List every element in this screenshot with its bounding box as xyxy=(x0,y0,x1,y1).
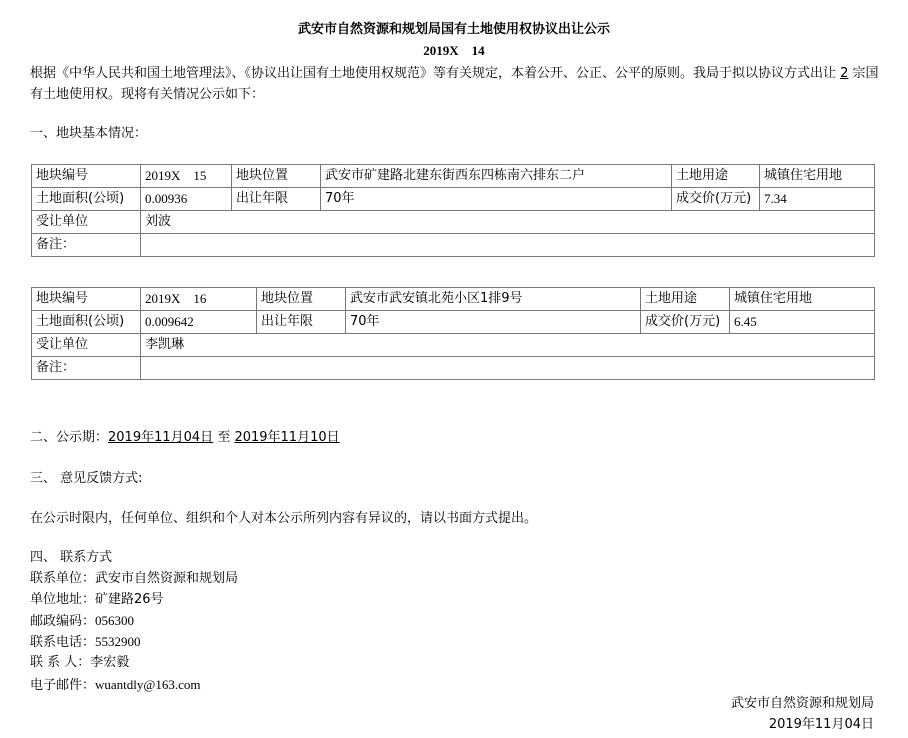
contact-phone-value: 5532900 xyxy=(95,634,141,649)
intro-paragraph xyxy=(30,63,880,105)
assignee-value: 李凯琳 xyxy=(141,334,875,357)
label-remarks: 备注： xyxy=(32,234,141,257)
contact-unit-value: 武安市自然资源和规划局 xyxy=(95,571,239,586)
location-value: 武安市武安镇北苑小区1排9号 xyxy=(346,288,641,311)
section-3-text: 在公示时限内，任何单位、组织和个人对本公示所列内容有异议的，请以书面方式提出。 xyxy=(30,511,538,526)
land-use-value: 城镇住宅用地 xyxy=(730,288,875,311)
period-start-date[interactable]: 2019年11月04日 xyxy=(108,430,214,445)
price-value: 6.45 xyxy=(730,311,875,334)
area-value: 0.009642 xyxy=(141,311,257,334)
label-term: 出让年限 xyxy=(257,311,346,334)
section-1-heading: 一、地块基本情况： xyxy=(30,126,148,141)
parcel-table-1 xyxy=(31,164,875,257)
label-term: 出让年限 xyxy=(232,188,321,211)
label-assignee: 受让单位 xyxy=(32,334,141,357)
contact-email xyxy=(30,675,201,696)
contact-postcode-label: 邮政编码： xyxy=(30,614,96,629)
section-2-label: 二、公示期： xyxy=(30,430,109,445)
intro-text-2: 宗国有土地使用权。现将有关情况公示如下： xyxy=(30,66,879,102)
remarks-value xyxy=(141,357,875,380)
label-location: 地块位置 xyxy=(257,288,346,311)
contact-address xyxy=(30,590,164,610)
label-parcel-no: 地块编号 xyxy=(32,288,141,311)
table-row xyxy=(32,234,875,257)
contact-email-label: 电子邮件： xyxy=(30,678,96,693)
section-4-heading: 四、 联系方式 xyxy=(30,550,113,565)
label-area: 土地面积(公顷) xyxy=(32,188,141,211)
label-price: 成交价(万元) xyxy=(672,188,760,211)
contact-unit-label: 联系单位： xyxy=(30,571,96,586)
contact-address-label: 单位地址： xyxy=(30,592,96,607)
table-row xyxy=(32,357,875,380)
contact-phone-label: 联系电话： xyxy=(30,635,96,650)
intro-text-1: 根据《中华人民共和国土地管理法》、《协议出让国有土地使用权规范》等有关规定，本着公开、公正、公平的原则。我局于拟以协议方式出让 xyxy=(30,66,841,81)
table-row xyxy=(32,188,875,211)
label-land-use: 土地用途 xyxy=(641,288,730,311)
table-row xyxy=(32,165,875,188)
contact-unit xyxy=(30,569,238,589)
section-3-heading: 三、 意见反馈方式: xyxy=(30,471,143,486)
page-subtitle: 2019X 14 xyxy=(423,43,485,58)
term-value: 70年 xyxy=(321,188,672,211)
parcel-no-value: 2019X 15 xyxy=(141,165,232,188)
contact-postcode-value: 056300 xyxy=(95,613,135,628)
label-location: 地块位置 xyxy=(232,165,321,188)
parcel-no-value: 2019X 16 xyxy=(141,288,257,311)
contact-postcode xyxy=(30,611,134,632)
label-parcel-no: 地块编号 xyxy=(32,165,141,188)
area-value: 0.00936 xyxy=(141,188,232,211)
land-use-value: 城镇住宅用地 xyxy=(760,165,875,188)
signature-date: 2019年11月04日 xyxy=(768,717,874,732)
contact-person-value: 李宏毅 xyxy=(90,655,130,670)
remarks-value xyxy=(141,234,875,257)
contact-email-value: wuantdly@163.com xyxy=(95,677,201,692)
term-value: 70年 xyxy=(346,311,641,334)
page-title: 武安市自然资源和规划局国有土地使用权协议出让公示 xyxy=(297,22,610,37)
table-row xyxy=(32,334,875,357)
parcel-table-2 xyxy=(31,287,875,380)
section-2 xyxy=(30,428,340,448)
price-value: 7.34 xyxy=(760,188,875,211)
parcel-count: 2 xyxy=(840,66,849,81)
signature-org: 武安市自然资源和规划局 xyxy=(730,696,874,711)
label-remarks: 备注： xyxy=(32,357,141,380)
label-area: 土地面积(公顷) xyxy=(32,311,141,334)
label-land-use: 土地用途 xyxy=(672,165,760,188)
contact-person xyxy=(30,653,129,673)
contact-phone xyxy=(30,632,141,653)
label-price: 成交价(万元) xyxy=(641,311,730,334)
table-row xyxy=(32,311,875,334)
location-value: 武安市矿建路北建东街西东四栋南六排东二户 xyxy=(321,165,672,188)
period-to: 至 xyxy=(213,430,235,445)
contact-address-value: 矿建路26号 xyxy=(95,592,164,607)
assignee-value: 刘波 xyxy=(141,211,875,234)
label-assignee: 受让单位 xyxy=(32,211,141,234)
period-end-date[interactable]: 2019年11月10日 xyxy=(234,430,340,445)
table-row xyxy=(32,288,875,311)
table-row xyxy=(32,211,875,234)
contact-person-label: 联 系 人： xyxy=(30,655,91,670)
